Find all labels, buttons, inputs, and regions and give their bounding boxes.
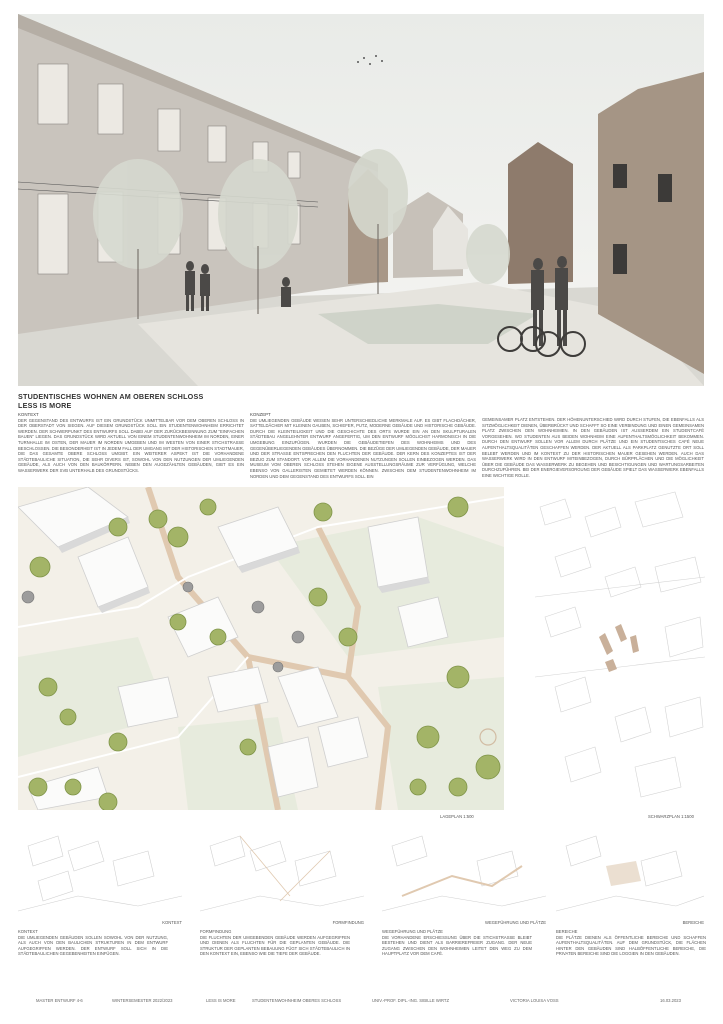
diagram-bereiche-drawing [556, 826, 704, 916]
footer-supervisor: UNIV.-PROF. DIPL.-ING. SIBILLE WIRTZ [372, 998, 450, 1003]
bottom-formfindung-column [200, 929, 350, 957]
diagram-caption-bereiche: BEREICHE [682, 920, 704, 925]
bottom-wegefuehrung-heading: WEGEFÜHRUNG UND PLÄTZE [382, 929, 443, 934]
diagram-formfindung [200, 826, 364, 916]
bottom-wegefuehrung-column [382, 929, 532, 957]
footer-project: LESS IS MORE [206, 998, 236, 1003]
footer-subtitle: STUDENTENWOHNHEIM OBERES SCHLOSS [252, 998, 342, 1003]
site-plan-drawing [18, 487, 504, 810]
footer-author: VICTORIA LOUISA VOSS [510, 998, 559, 1003]
konzept-continued-text: GEMEINSAMER PLATZ ENTSTEHEN. DER HÖHENUNTERSCHIED WIRD DURCH STUFEN, DIE EBENFALLS ALS SITZMÖGLICHKEIT DIENEN, ÜBERBRÜCKT UND SCHAFFT SO EINE VERBINDUNG UND EINEN GEMEINSAMEN PLATZ ZWISCHEN DEN WOHNHEIMEN. IN DEN GEBÄUDEN IST AUSSERDEM EIN STUDENTCAFÉ VORGESEHEN. WO STUDENTEN AUS BEIDEN WOHNHEIM EINE AUFENTHALTSMÖGLICHKEIT BEKOMMEN. DURCH DEN ENTWURF SOLLEN VOR ALLEM DURCH PLÄTZE UND EIN STUDENTISCHES CAFÉ NEUE AUFENTHALTSQUALITÄTEN GESCHAFFEN WERDEN. DER AKTUELL ALS PARKPLATZ GENUTZTE ORT SOLL BELEBT WERDEN UND IM KONTEXT ZU DER HISTORISCHEN MAUER GESEHEN WERDEN. AUCH DAS WASSERWERK WIRD IN DEN ENTWURF MITEINBEZOGEN, DURCH BÜRPFLÄCHEN UND DIE MÖGLICHKEIT ÜBER DIE GEBÄUDE DAS WASSERWERK ZU BEGEHEN UND BESICHTIGUNGEN UND WARTUNGSARBEITEN DURCHZUFÜHREN. BEI DER ENERGIEVERSORGUNG DER GEBÄUDE SPIELT DAS WASSERWERK EBENFALLS EINE WICHTIGE ROLLE. [482, 417, 704, 478]
diagram-wegefuehrung [382, 826, 546, 916]
site-plan [18, 487, 504, 810]
konzept-text: DIE UMLIEGENDEN GEBÄUDE WEISEN SEHR UNTERSCHIEDLICHE MERKMALE AUF. ES GIBT FLACHDÄCHER, SATTELDÄCHER MIT KLEINEN GAUBEN, SCHIEFER, PUTZ, MODERNE GEBÄUDE UND HISTORISCHE GEBÄUDE. DURCH DIE KLEINTEILIGKEIT UND DIE GESCHICHTE DES ORTS WURDE EIN AN DEN SKULPTURALEN STÄDTEBAU ANGELEHNTER ENTWURF ANGEFERTIG, UM DEN ENTWURF MÖGLICHST HARMONISCH IN DIE UMGEBUNG EINZUFÜGEN. WURDEN DIE GEBÄUDETIEFEN DES WOHNHEIMS UND DES GEGENÜBERLIEGENDEN GEBÄUDES ÜBERNOMMEN. DIE BEZÜGE DER UMLIEGENDEN GEBÄUDE, DER MAUER UND DER STRASSE ENTSPRECHEN DEN FLUCHTEN DER GEBÄUDE. DER KERN DES KONZEPTES IST DER BEZUG ZUM STANDORT. VOR ALLEM DIE VORHANDENEN NUTZUNGEN SOLLEN EINBEZOGEN WERDEN. DAS MUSEUM VOM OBEREN SCHLOSS STEHEN EIGENE AUSSTELLUNGSRÄUME ZUR VERFÜGUNG, WELCHE EBENSO VON GALLERISTEN GEMIETET WERDEN KÖNNEN. ZWISCHEN DEM STUDENTENWOHNHEIM IM NORDEN UND DEM GEGENSTAND DES ENTWURFS SOLL EIN [250, 417, 476, 479]
footer-semester: WINTERSEMESTER 2022/2023 [112, 998, 173, 1003]
diagram-bereiche [556, 826, 704, 916]
diagram-kontext-drawing [18, 826, 182, 916]
konzept-heading: KONZEPT [250, 412, 271, 417]
diagram-caption-kontext: KONTEXT [162, 920, 182, 925]
footer-date: 16.03.2023 [660, 998, 681, 1003]
figure-ground-drawing [535, 487, 705, 810]
diagram-wegefuehrung-drawing [382, 826, 546, 916]
bottom-kontext-column [18, 929, 168, 957]
project-subtitle: LESS IS MORE [18, 401, 72, 410]
bottom-kontext-heading: KONTEXT [18, 929, 38, 934]
schwarzplan-caption: SCHWARZPLAN 1:1500 [648, 814, 694, 819]
bottom-bereiche-column [556, 929, 706, 957]
figure-ground-plan [535, 487, 705, 810]
footer-course: MASTER ENTWURF 4-6 [36, 998, 83, 1003]
bottom-formfindung-text: DIE FLUCHTEN DER UMGEBENDEN GEBÄUDE WERDEN AUFGEGRIFFEN UND DIENEN ALS FLUCHTEN FÜR DIE GEPLANTEN GEBÄUDE. DIE STRUKTUR DER GEPLANTEN BEBAUUNG FÜGT SICH STÄDTEBAULICH IN DEN KONTEXT EIN, EBENSO WIE DIE TIEFE DER GEBÄUDE. [200, 934, 350, 957]
hero-rendering [18, 14, 704, 386]
kontext-text: DER GEGENSTAND DES ENTWURFS IST EIN GRUNDSTÜCK UNMITTELBAR VOR DEM OBEREN SCHLOSS IN DER OBERSTADT VON SIEGEN. AUF DIESEM GRUNDSTÜCK SOLL EIN STUDENTENWOHNHEIM ERRICHTET WERDEN. DER SCHWERPUNKT DES ENTWURFS SOLL DABEI AUF DER ZURÜCKBESINNUNG ZUM "EINFACHEN BAUEN" LIEGEN. DAS GRUNDSTÜCK WIRD AKTUELL VON EINEM STUDENTENWOHNHEIM IM NORDEN, EINER TURNHALLE IM OSTEN, DER MAUER IM NORDEN UMGEBEN UND IM WESTEN VON EINER STICHSTRASSE BESCHLOSSEN. DIE BESONDERHEIT IST IN JEDEM FALL DER UMGANG MIT DER HISTORISCHEN STADTMAUER, DIE DAS GESAMTE OBERE SCHLOSS UMGIBT. EIN WEITERER ASPEKT IST DIE VORHANDENE STÄDTEBAULICHE SITUATION, DIE SEHR DIVERS IST, SOWOHL VON DEN NUTZUNGEN DER UMLIEGENDEN GEBÄUDE, ALS AUCH VON DEN BAUKÖRPERN. NEBEN DEN AUGEZÄHLTEN GEBÄUDEN, GIBT ES EIN WASSERWERK DER SVB UNTERHALB DES GRUNDSTÜCKS. [18, 417, 244, 473]
project-title: STUDENTISCHES WOHNEN AM OBEREN SCHLOSS [18, 392, 204, 401]
konzept-column [250, 412, 476, 479]
konzept-continued-column [482, 417, 704, 479]
courtyard-illustration [18, 14, 704, 386]
diagram-caption-formfindung: FORMFINDUNG [332, 920, 364, 925]
kontext-column [18, 412, 244, 474]
bottom-kontext-text: DIE UMLIEGENDEN GEBÄUDEN SOLLEN SOWOHL VON DER NUTZUNG, ALS AUCH VON DEN BAULICHEN STRUKTUREN IN DEM ENTWURF AUFGEGRIFFEN WERDEN. DER ENTWURF SOLL SICH IN DIE STÄDTEBAULICHEN GEGEBENHEITEN EINFÜGEN. [18, 934, 168, 957]
lageplan-caption: LAGEPLAN 1:500 [440, 814, 474, 819]
diagram-caption-wegefuehrung: WEGEFÜHRUNG UND PLÄTZE [485, 920, 546, 925]
diagram-kontext [18, 826, 182, 916]
bottom-bereiche-text: DIE PLÄTZE DIENEN ALS ÖFFENTLICHE BEREICHE UND SCHAFFEN AUFENTHALTSQUALITÄTEN. AUF DEM GRUNDSTÜCK, DIE FLÄCHEN HINTER DEN GEBÄUDEN SIND HALBÖFFENTLICHE BEREICHE, DIE PRIVATEN BEREICHE SIND DIE LOGGIEN IN DEN GEBÄUDEN. [556, 934, 706, 957]
bottom-formfindung-heading: FORMFINDUNG [200, 929, 232, 934]
kontext-heading: KONTEXT [18, 412, 39, 417]
bottom-wegefuehrung-text: DIE VORHANDENE ERSCHIESSUNG ÜBER DIE STICHSTRASSE BLEIBT BESTEHEN UND DIENT ALS BARRIEREFREIER ZUGANG. DER NEUE ZUGANG ZWISCHEN DEN WOHNHEIMEN LEITET DEN WEG ZU DEM HAUPTPLATZ VOR DEM CAFÉ. [382, 934, 532, 957]
diagram-formfindung-drawing [200, 826, 364, 916]
bottom-bereiche-heading: BEREICHE [556, 929, 578, 934]
